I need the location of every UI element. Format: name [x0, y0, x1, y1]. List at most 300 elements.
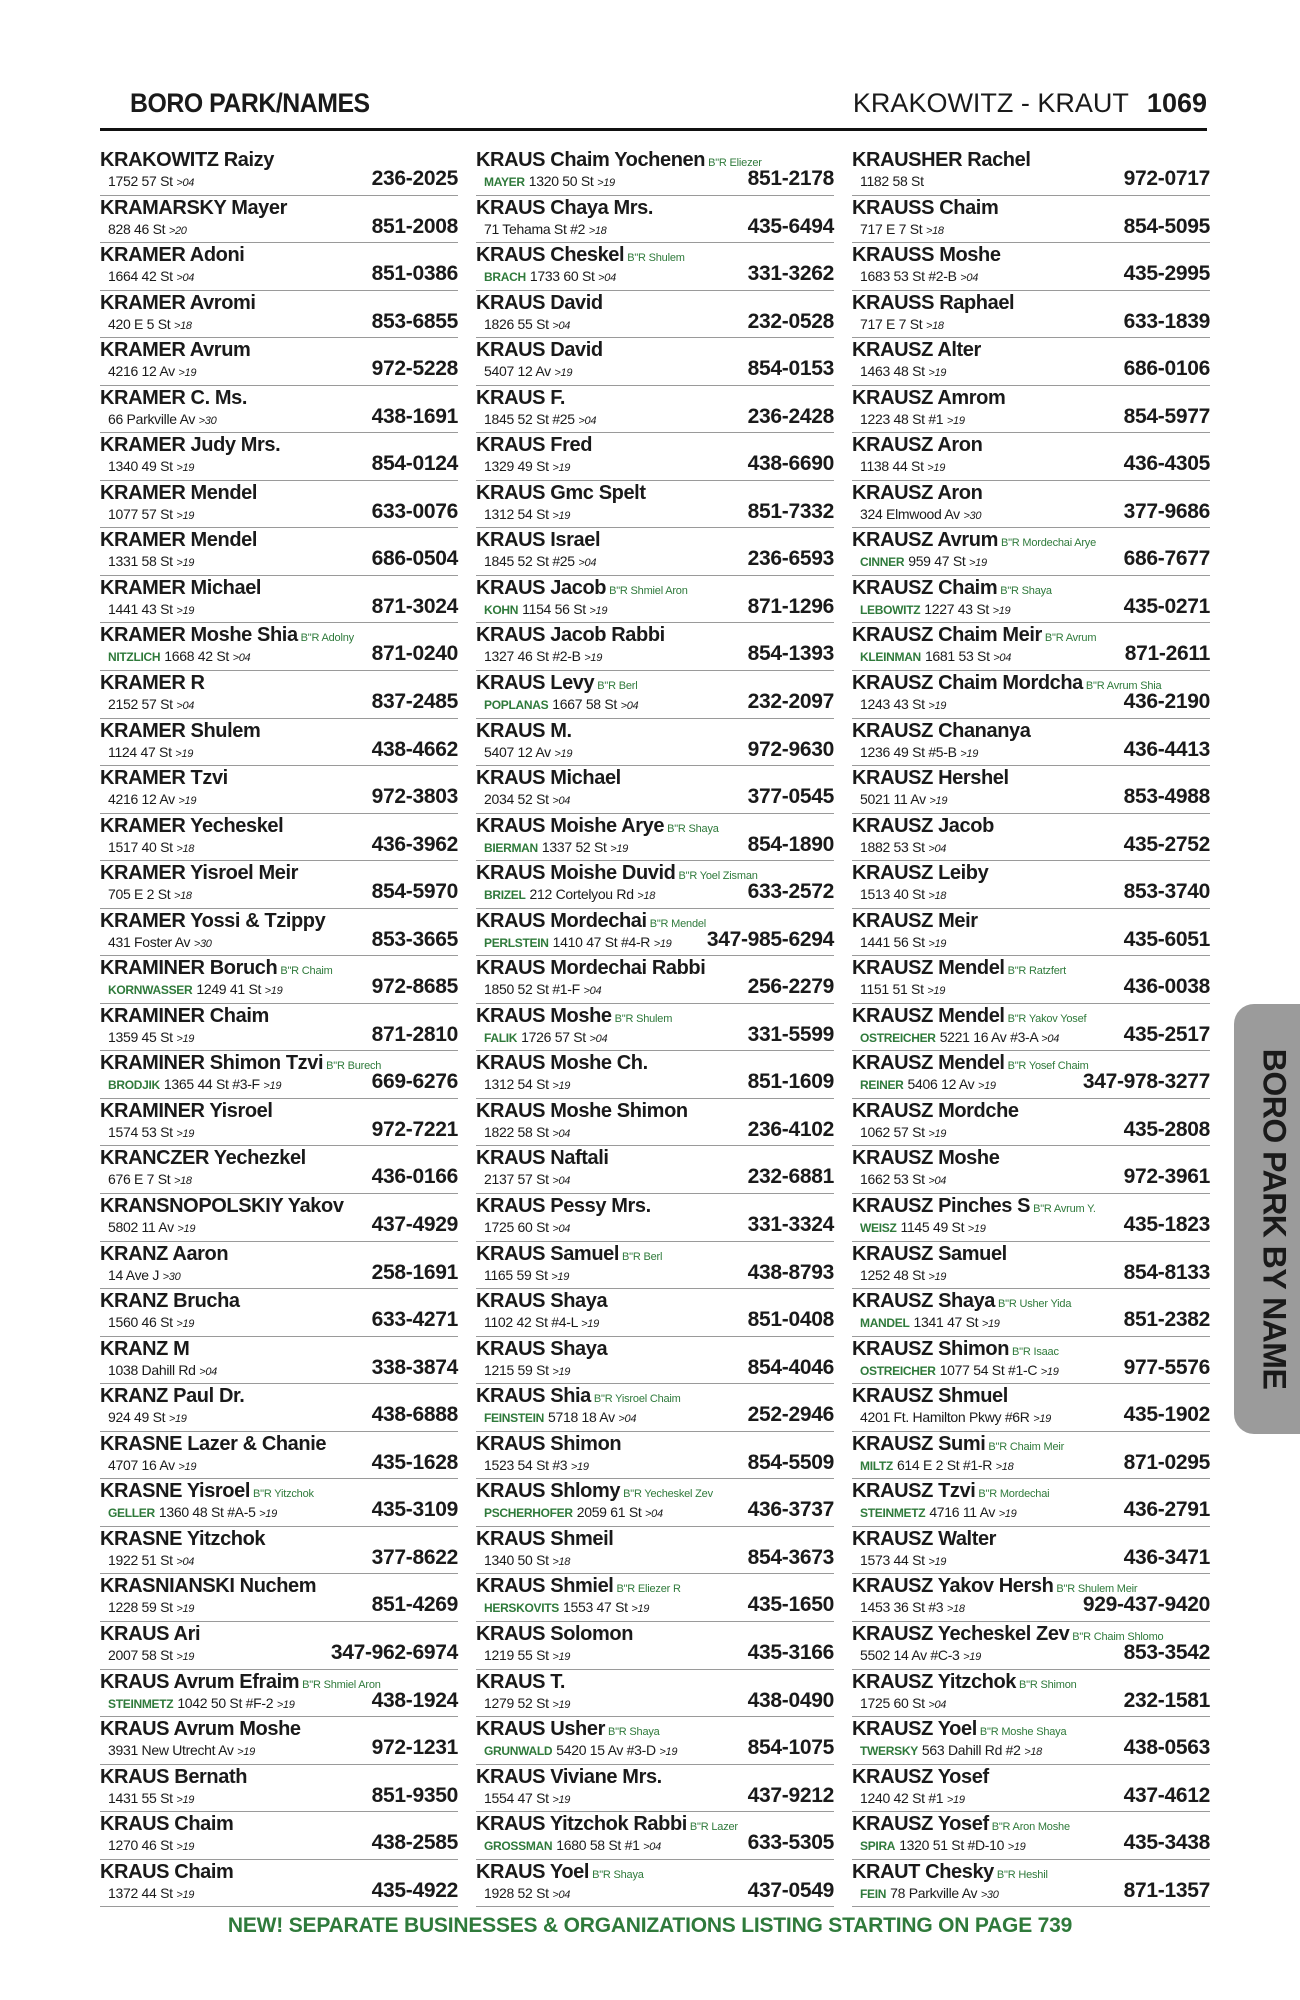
listing-address: 1680 58 St #1: [556, 1837, 640, 1854]
listing-entry: [100, 386, 458, 434]
listing-zone: >04: [1041, 1032, 1060, 1045]
listing-zone: >19: [928, 367, 947, 380]
listing-name: KRAUS Bernath: [100, 1765, 248, 1788]
listing-entry: [852, 1860, 1210, 1908]
listing-name-line: [100, 1671, 381, 1694]
listing-address-line: [108, 791, 196, 807]
listing-address-line: [860, 316, 944, 332]
listing-address-line: [108, 553, 194, 569]
listing-entry: [476, 1574, 834, 1622]
listing-address-line: [860, 1885, 999, 1901]
listing-family-name: KLEINMAN: [860, 650, 921, 665]
listing-address: 1733 60 St: [529, 268, 595, 285]
listing-zone: >19: [176, 1603, 195, 1616]
listing-address: 1725 60 St: [860, 1694, 925, 1711]
listing-phone: 236-6593: [747, 547, 834, 571]
listing-phone: 854-5509: [747, 1450, 834, 1474]
listing-address: 1882 53 St: [860, 838, 925, 855]
listing-zone: >04: [645, 1508, 663, 1521]
listing-parent-name: B"R Adolny: [300, 632, 354, 645]
listing-phone: 633-4271: [371, 1308, 458, 1332]
listing-address: 324 Elmwood Av: [860, 505, 960, 522]
listing-name: KRAUS Shimon: [476, 1432, 622, 1455]
listing-name-line: [476, 862, 758, 885]
listing-address-line: [484, 1457, 589, 1473]
listing-entry: [100, 338, 458, 386]
listing-name-line: [852, 577, 1052, 600]
listing-phone: 435-1650: [747, 1593, 834, 1617]
listing-zone: >19: [176, 557, 195, 570]
listing-name: KRAUSZ Jacob: [852, 814, 994, 837]
listing-entry: [852, 1812, 1210, 1860]
listing-address-line: [484, 458, 570, 474]
listing-zone: >04: [589, 1032, 608, 1045]
listing-name-line: [476, 434, 592, 457]
listing-name-line: [100, 624, 354, 647]
listing-phone: 972-3961: [1123, 1165, 1210, 1189]
listing-phone: 435-1902: [1123, 1403, 1210, 1427]
listing-phone: 331-3324: [747, 1213, 834, 1237]
listing-entry: [852, 148, 1210, 196]
listing-zone: >04: [552, 1175, 571, 1188]
listing-zone: >18: [173, 319, 192, 332]
listing-entry: [100, 528, 458, 576]
listing-name-line: [852, 292, 1014, 315]
listing-entry: [100, 909, 458, 957]
listing-family-name: GROSSMAN: [484, 1839, 553, 1854]
listing-address-line: [108, 1647, 194, 1663]
listing-name-line: [852, 1100, 1019, 1123]
listing-zone: >19: [276, 1698, 295, 1711]
listing-entry: [852, 338, 1210, 386]
header-right: [853, 88, 1207, 119]
listing-name: KRAUSZ Shmuel: [852, 1385, 1008, 1408]
listing-parent-name: B"R Yecheskel Zev: [623, 1488, 713, 1501]
listing-address-line: [484, 1837, 661, 1853]
listing-phone: 436-3962: [371, 832, 458, 856]
listing-address-line: [108, 1885, 194, 1901]
listing-entry: [100, 719, 458, 767]
listing-address: 705 E 2 St: [108, 886, 171, 903]
listing-address: 924 49 St: [108, 1409, 166, 1426]
listing-address: 1337 52 St: [541, 838, 607, 855]
listing-address-line: [108, 411, 216, 427]
listing-address-line: [108, 1409, 187, 1425]
listing-name-line: [100, 339, 250, 362]
listing-entry: [852, 861, 1210, 909]
listing-zone: >04: [552, 319, 571, 332]
listing-zone: >18: [637, 890, 656, 903]
listing-address: 676 E 7 St: [108, 1171, 171, 1188]
listing-name-line: [476, 1385, 681, 1408]
listing-name-line: [852, 1861, 1048, 1884]
listing-name: KRAUS Shmiel: [476, 1575, 614, 1598]
listing-name: KRAMARSKY Mayer: [100, 196, 288, 219]
listing-zone: >19: [631, 1603, 650, 1616]
listing-name-line: [476, 1718, 660, 1741]
listing-entry: [100, 148, 458, 196]
listing-name-line: [100, 957, 333, 980]
listing-zone: >19: [929, 795, 948, 808]
listing-address-line: [108, 1552, 194, 1568]
listing-address: 5502 14 Av #C-3: [860, 1646, 960, 1663]
listing-zone: >19: [554, 747, 573, 760]
listing-zone: >04: [960, 272, 979, 285]
listing-address-line: [108, 363, 196, 379]
listing-address: 828 46 St: [108, 220, 166, 237]
listing-address-line: [860, 1599, 965, 1615]
listing-phone: 331-5599: [747, 1022, 834, 1046]
listing-name-line: [100, 815, 283, 838]
listing-name: KRAUSZ Avrum: [852, 529, 998, 552]
listing-address: 1279 52 St: [484, 1694, 549, 1711]
listing-address-line: [860, 744, 978, 760]
listing-name-line: [476, 910, 706, 933]
listing-zone: >19: [581, 1318, 599, 1331]
listing-phone: 435-3109: [371, 1498, 458, 1522]
listing-parent-name: B"R Eliezer: [708, 157, 762, 169]
listing-address-line: [484, 1124, 570, 1140]
listing-name: KRAUSZ Amrom: [852, 386, 1006, 409]
listing-entry: [476, 766, 834, 814]
listing-entry: [476, 338, 834, 386]
listing-name-line: [852, 1290, 1071, 1313]
listing-phone: 669-6276: [371, 1070, 458, 1094]
listing-zone: >19: [597, 177, 615, 189]
listing-address-line: [108, 1599, 194, 1615]
listing-address-line: [484, 506, 570, 522]
listing-zone: >19: [552, 462, 571, 475]
listing-parent-name: B"R Shaya: [607, 1726, 660, 1739]
listing-address: 1372 44 St: [108, 1884, 173, 1901]
listing-name: KRAUS T.: [476, 1670, 566, 1693]
listing-address-line: [860, 1314, 1000, 1330]
listing-phone: 854-0124: [371, 452, 458, 476]
listing-name: KRAUSZ Shaya: [852, 1290, 996, 1313]
listing-phone: 977-5576: [1123, 1355, 1210, 1379]
listing-name: KRAUS Chaim: [100, 1813, 234, 1836]
listing-name: KRAUS Levy: [476, 672, 595, 695]
listing-entry: [476, 1194, 834, 1242]
listing-phone: 854-5977: [1123, 404, 1210, 428]
listing-name-line: [852, 482, 982, 505]
listing-zone: >19: [960, 747, 979, 760]
listing-name: KRAMER Mendel: [100, 481, 258, 504]
listing-parent-name: B"R Burech: [326, 1060, 382, 1073]
listing-phone: 232-6881: [747, 1165, 834, 1189]
listing-name: KRAUSZ Aron: [852, 481, 983, 504]
listing-address-line: [108, 839, 194, 855]
listing-zone: >04: [176, 1555, 195, 1568]
listing-entry: [100, 1384, 458, 1432]
listing-phone: 837-2485: [371, 690, 458, 714]
listing-name: KRAUSZ Yosef: [852, 1765, 989, 1788]
listing-zone: >18: [176, 842, 195, 855]
listing-address-line: [484, 411, 596, 427]
listing-address: 5407 12 Av: [484, 363, 551, 380]
listing-parent-name: B"R Shulem: [614, 1012, 673, 1025]
listing-name-line: [100, 1766, 247, 1789]
section-side-tab[interactable]: [1234, 1004, 1300, 1434]
listing-zone: >18: [928, 890, 947, 903]
listing-entry: [852, 1574, 1210, 1622]
listing-address-line: [484, 1362, 570, 1378]
listing-zone: >19: [552, 1365, 571, 1378]
listing-address: 563 Dahill Rd #2: [921, 1742, 1021, 1759]
listing-name-line: [476, 292, 603, 315]
listing-phone: 853-6855: [371, 309, 458, 333]
listing-entry: [100, 1337, 458, 1385]
listing-name-line: [852, 957, 1066, 980]
listing-zone: >19: [981, 1318, 1000, 1331]
listing-name-line: [100, 1433, 326, 1456]
listing-phone: 435-2808: [1123, 1117, 1210, 1141]
listing-address: 1574 53 St: [108, 1123, 173, 1140]
listing-zone: >19: [176, 604, 195, 617]
listing-family-name: STEINMETZ: [108, 1696, 174, 1711]
listing-entry: [476, 291, 834, 339]
listing-address: 1463 48 St: [860, 363, 925, 380]
listing-entry: [852, 1004, 1210, 1052]
listing-entry: [476, 386, 834, 434]
listing-family-name: MILTZ: [860, 1458, 893, 1473]
listing-family-name: OSTREICHER: [860, 1030, 936, 1045]
listing-name-line: [100, 577, 261, 600]
listing-phone: 435-4922: [371, 1878, 458, 1902]
listing-name: KRAMER Avrum: [100, 339, 251, 362]
listing-address: 1270 46 St: [108, 1837, 173, 1854]
listing-address: 1517 40 St: [108, 838, 173, 855]
listing-entry: [852, 1670, 1210, 1718]
listing-name: KRAUS Avrum Moshe: [100, 1718, 301, 1741]
listing-phone: 972-3803: [371, 785, 458, 809]
listing-address-line: [108, 316, 192, 332]
listing-address: 614 E 2 St #1-R: [896, 1456, 993, 1473]
listing-phone: 633-0076: [371, 499, 458, 523]
listing-address-line: [108, 1267, 180, 1283]
listing-name: KRAUS Mordechai: [476, 909, 647, 932]
listing-entry: [100, 814, 458, 862]
listing-entry: [476, 1384, 834, 1432]
listing-name: KRAUS Chaim: [100, 1860, 234, 1883]
listing-zone: >04: [552, 1888, 571, 1901]
listing-phone: 438-6888: [371, 1403, 458, 1427]
listing-address-line: [108, 1029, 194, 1045]
listing-phone: 438-1924: [371, 1688, 458, 1712]
listing-address: 1922 51 St: [108, 1551, 173, 1568]
listing-address-line: [484, 1076, 570, 1092]
listing-address-line: [108, 1362, 217, 1378]
listing-phone: 854-1075: [747, 1736, 834, 1760]
listing-name: KRAUSZ Yecheskel Zev: [852, 1622, 1070, 1645]
listing-address-line: [860, 268, 978, 284]
listing-name-line: [476, 1671, 565, 1694]
listing-phone: 436-4305: [1123, 452, 1210, 476]
listing-address-line: [484, 363, 572, 379]
listing-zone: >18: [995, 1460, 1014, 1473]
listing-zone: >04: [176, 700, 195, 713]
listing-name: KRAMER Yecheskel: [100, 814, 284, 837]
listing-address: 5406 12 Av: [907, 1076, 975, 1093]
listing-parent-name: B"R Avrum Shia: [1085, 680, 1162, 693]
listing-entry: [852, 671, 1210, 719]
listing-entry: [476, 1670, 834, 1718]
listing-address: 1341 47 St: [913, 1314, 979, 1331]
listing-parent-name: B"R Berl: [597, 680, 638, 693]
listing-address-line: [860, 1409, 1051, 1425]
listing-entry: [852, 1765, 1210, 1813]
listing-zone: >04: [199, 1365, 217, 1378]
listing-name-line: [852, 1338, 1059, 1361]
listing-entry: [852, 481, 1210, 529]
listing-entry: [100, 1194, 458, 1242]
listing-address-line: [484, 173, 615, 189]
listing-entry: [852, 1432, 1210, 1480]
listing-name-line: [852, 1623, 1163, 1646]
listing-family-name: BIERMAN: [484, 840, 538, 855]
listing-address-line: [108, 1695, 295, 1711]
listing-entry: [476, 1432, 834, 1480]
listing-phone: 854-5095: [1123, 214, 1210, 238]
listing-entry: [100, 861, 458, 909]
listing-family-name: MANDEL: [860, 1316, 910, 1331]
listing-address: 1513 40 St: [860, 886, 925, 903]
listing-address: 2152 57 St: [108, 696, 173, 713]
listing-name-line: [476, 1623, 633, 1646]
listing-column-3: [852, 148, 1210, 1907]
listing-address: 1038 Dahill Rd: [108, 1361, 196, 1378]
listing-address-line: [108, 1742, 255, 1758]
listing-name-line: [476, 197, 653, 220]
listing-zone: >19: [584, 652, 603, 665]
listing-name: KRAUSZ Hershel: [852, 767, 1009, 790]
listing-name: KRAUSZ Shimon: [852, 1337, 1010, 1360]
listing-name: KRAUS Shmeil: [476, 1527, 614, 1550]
listing-address: 1523 54 St #3: [484, 1456, 568, 1473]
listing-name: KRAUS Ari: [100, 1622, 201, 1645]
listing-phone: 436-3737: [747, 1498, 834, 1522]
listing-phone: 436-0166: [371, 1165, 458, 1189]
listing-address-line: [860, 1124, 946, 1140]
listing-name-line: [476, 529, 600, 552]
listing-entry: [476, 671, 834, 719]
listing-name-line: [852, 1147, 999, 1170]
listing-parent-name: B"R Avrum Y.: [1033, 1203, 1096, 1216]
listing-phone: 232-0528: [747, 309, 834, 333]
listing-entry: [100, 1242, 458, 1290]
listing-entry: [852, 1384, 1210, 1432]
listing-phone: 435-1628: [371, 1450, 458, 1474]
listing-address: 1553 47 St: [563, 1599, 628, 1616]
listing-family-name: WEISZ: [860, 1221, 897, 1236]
listing-zone: >19: [552, 509, 571, 522]
listing-address: 2059 61 St: [576, 1504, 642, 1521]
listing-phone: 871-3024: [371, 594, 458, 618]
listing-address-line: [484, 1885, 570, 1901]
listing-family-name: TWERSKY: [860, 1744, 918, 1759]
listing-entry: [100, 1622, 458, 1670]
listing-address-line: [484, 1599, 649, 1615]
listing-name-line: [852, 720, 1030, 743]
listing-address-line: [484, 268, 616, 284]
listing-address-line: [108, 221, 187, 237]
listing-family-name: POPLANAS: [484, 698, 549, 713]
listing-name-line: [100, 910, 325, 933]
listing-phone: 438-8793: [747, 1260, 834, 1284]
listing-phone: 338-3874: [371, 1355, 458, 1379]
listing-name: KRAUS F.: [476, 386, 566, 409]
listing-name: KRAUS Shia: [476, 1385, 591, 1408]
listing-zone: >30: [193, 937, 212, 950]
listing-name: KRAUS Moshe Shimon: [476, 1099, 688, 1122]
listing-address: 1182 58 St: [860, 173, 924, 189]
listing-phone: 854-5970: [371, 880, 458, 904]
listing-name: KRAUS Usher: [476, 1718, 605, 1741]
listing-address: 1410 47 St #4-R: [552, 933, 651, 950]
listing-entry: [476, 1004, 834, 1052]
listing-address-line: [108, 981, 282, 997]
listing-phone: 438-0563: [1123, 1736, 1210, 1760]
listing-zone: >19: [178, 1460, 197, 1473]
listing-family-name: FALIK: [484, 1030, 518, 1045]
listing-name-line: [476, 1433, 621, 1456]
listing-address: 1667 58 St: [552, 696, 618, 713]
listing-entry: [852, 528, 1210, 576]
listing-phone: 853-3542: [1123, 1640, 1210, 1664]
listing-phone: 686-7677: [1123, 547, 1210, 571]
listing-parent-name: B"R Yitzchok: [253, 1488, 314, 1501]
listing-zone: >19: [659, 1746, 678, 1759]
listing-address-line: [108, 886, 192, 902]
listing-name-line: [476, 1766, 662, 1789]
listing-address-line: [860, 1552, 946, 1568]
listing-phone: 347-985-6294: [706, 927, 834, 951]
listing-entry: [852, 719, 1210, 767]
listing-address-line: [860, 1504, 1016, 1520]
listing-address: 1154 56 St: [522, 600, 586, 617]
listing-zone: >19: [927, 462, 946, 475]
listing-address: 1850 52 St #1-F: [484, 981, 580, 998]
listing-entry: [476, 1765, 834, 1813]
listing-address-line: [108, 1314, 194, 1330]
listing-address: 4216 12 Av: [108, 791, 175, 808]
listing-name-line: [852, 624, 1096, 647]
listing-zone: >19: [1007, 1841, 1026, 1854]
listing-name: KRAUSZ Chananya: [852, 719, 1031, 742]
listing-entry: [852, 1337, 1210, 1385]
listing-name: KRAUS David: [476, 291, 603, 314]
listing-address-line: [860, 1695, 946, 1711]
listing-address: 431 Foster Av: [108, 933, 191, 950]
listing-entry: [100, 956, 458, 1004]
listing-address: 1668 42 St: [164, 648, 229, 665]
listing-zone: >19: [927, 985, 946, 998]
listing-entry: [100, 433, 458, 481]
listing-address-line: [860, 506, 981, 522]
listing-zone: >19: [237, 1746, 255, 1759]
listing-phone: 347-962-6974: [330, 1640, 458, 1664]
listing-phone: 972-8685: [371, 975, 458, 999]
listing-name: KRANSNOPOLSKIY Yakov: [100, 1195, 344, 1218]
listing-address-line: [484, 601, 607, 617]
listing-zone: >19: [176, 1650, 195, 1663]
listing-entry: [476, 1812, 834, 1860]
listing-name-line: [852, 1671, 1077, 1694]
listing-name: KRAUS Naftali: [476, 1147, 609, 1170]
listing-name: KRAUSZ Alter: [852, 339, 981, 362]
listing-name: KRAUS Moshe Ch.: [476, 1052, 648, 1075]
listing-family-name: REINER: [860, 1078, 904, 1093]
